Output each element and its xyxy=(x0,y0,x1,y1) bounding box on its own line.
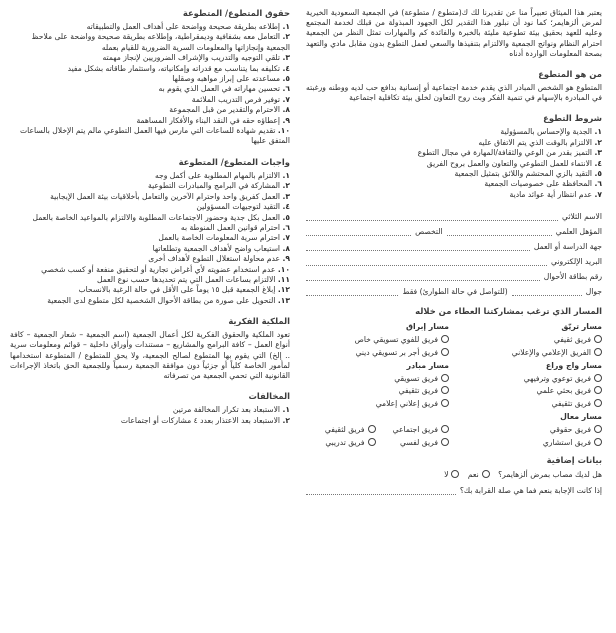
radio-icon[interactable] xyxy=(368,438,376,446)
track-option[interactable]: فريق تدريبي xyxy=(306,437,376,449)
violations-list xyxy=(10,405,290,426)
relation-input-line[interactable] xyxy=(306,485,456,495)
alzheimer-question: هل لديك مصاب بمرض ألزهايمر؟ نعم لا xyxy=(444,470,602,480)
list-item: ٤. التقيد لتوجيهات المسؤولين xyxy=(196,202,290,212)
list-item: ٦. المحافظة على خصوصيات الجمعية xyxy=(484,179,602,189)
list-item: ١. إطلاعه بطريقة صحيحة وواضحة على أهداف العمل والتطبيقاته xyxy=(86,22,290,31)
name-field[interactable] xyxy=(306,206,602,221)
list-item: ١٢. إبلاغ الجمعية قبل ١٥ يوماً على الأقل في حالة الرغبة بالانسحاب xyxy=(78,285,290,295)
track-option[interactable]: فريق للفوي تسويقي خاص xyxy=(306,334,449,346)
list-item: ١. الالتزام بالمهام المطلوبة على أكمل وجه xyxy=(154,170,290,180)
track-title: مسار إبراق xyxy=(406,322,449,332)
duties-list xyxy=(10,171,290,306)
track-group xyxy=(306,320,449,359)
list-item: ٧. توفير فرص التدريب الملائمة xyxy=(191,94,290,104)
radio-icon[interactable] xyxy=(441,399,449,407)
list-item: ١. الاستبعاد بعد تكرار المخالفة مرتين xyxy=(172,405,290,415)
radio-icon[interactable] xyxy=(594,399,602,407)
mobile-input-line[interactable] xyxy=(512,286,582,296)
specialty-input-line[interactable] xyxy=(306,226,411,236)
list-item: ٣. العمل كفريق واحد واحترام الآخرين والتعامل بأخلاقيات بيئة العمل الإيجابية xyxy=(50,191,290,201)
id-field[interactable] xyxy=(306,266,602,281)
no-option[interactable]: لا xyxy=(444,470,459,479)
conditions-title: شروط التطوع xyxy=(543,113,602,124)
tracks-title: المسار الذي ترغب بمشاركتنا العطاء من خلاله xyxy=(415,306,602,317)
mobile-note: (للتواصل في حالة الطوارئ) فقط xyxy=(402,287,508,297)
track-option[interactable]: فريق ثقيفي xyxy=(459,334,602,346)
track-option[interactable]: فريق أجر بر تسويقي ديني xyxy=(306,347,449,359)
radio-icon[interactable] xyxy=(594,348,602,356)
ip-paragraph: تعود الملكية والحقوق الفكرية لكل أعمال الجمعية (اسم الجمعية – شعار الجمعية – كافة أنواع العمل – كافة البرامج والمشاريع – مستندات وأوراق داخلية – قوائم ومعلومات سرية .. إلخ) التي يقوم بها المتطوع لصالح الجمعية، ولا يحق للمتطوع / المتطوعة استخدامها لمأمور الخاصة كلياً أو جزئياً دون موافقة الجمعية رسمياً وللجمعية الحق باتخاذ الإجراءات القانونية التي تحمي الجمعية من تصرفاته xyxy=(10,330,290,380)
name-label: الاسم الثلاثي xyxy=(562,212,602,222)
track-option[interactable]: فريق حقوقي xyxy=(459,424,602,436)
track-title: مسار مبادر xyxy=(406,361,449,371)
radio-icon[interactable] xyxy=(441,386,449,394)
radio-icon[interactable] xyxy=(441,348,449,356)
list-item: ٣. تلقي التوجيه والتدريب والإشراف الضروريين لإنجاز مهمته xyxy=(102,53,290,63)
list-item: ٥. التقيد بالزي المحتشم واللائق بتمثيل الجمعية xyxy=(454,169,602,179)
extra-title: بيانات إضافية xyxy=(546,455,602,466)
list-item: ١٣. التحويل على صورة من بطاقة الأحوال الشخصية لكل متطوع لدى الجمعية xyxy=(47,295,290,305)
radio-icon[interactable] xyxy=(451,470,459,478)
radio-icon[interactable] xyxy=(594,425,602,433)
radio-icon[interactable] xyxy=(594,386,602,394)
id-input-line[interactable] xyxy=(306,271,540,281)
track-title: مسار معال xyxy=(560,412,602,422)
relation-field[interactable] xyxy=(306,480,602,495)
qualification-field[interactable] xyxy=(306,221,602,236)
mobile-label: جوال xyxy=(585,287,602,297)
emergency-input-line[interactable] xyxy=(306,286,398,296)
list-item: ١٠. تقديم شهادة للساعات التي مارس فيها العمل التطوعي مالم يتم الإخلال بالساعات المتفق عليها xyxy=(20,126,290,146)
radio-icon[interactable] xyxy=(594,335,602,343)
radio-icon[interactable] xyxy=(441,374,449,382)
ip-title: الملكية الفكرية xyxy=(228,316,290,327)
radio-icon[interactable] xyxy=(368,425,376,433)
who-title: من هو المتطوع xyxy=(538,69,602,80)
rights-title: حقوق المتطوع/ المتطوعة xyxy=(182,8,290,18)
list-item: ٤. الانتماء للعمل التطوعي والتعاون والعمل بروح الفريق xyxy=(426,158,602,168)
left-column xyxy=(10,8,290,426)
track-title: مسار واج وراع xyxy=(545,361,602,371)
track-option[interactable]: فريق توعوي وترفيهي xyxy=(459,373,602,385)
list-item: ٢. المشاركة في البرامج والمبادرات التطوعية xyxy=(148,181,290,191)
list-item: ٢. التعامل معه بشفافية وديمقراطية، وإطلاعه بطريقة صحيحة وواضحة على ملاحظ الجمعية وإنجازاتها والمعلومات السرية الضرورية للقيام بعمله xyxy=(31,32,290,52)
qualification-label: المؤهل العلمي xyxy=(555,227,602,237)
duties-title: واجبات المتطوع/ المتطوعة xyxy=(178,156,290,167)
list-item: ٨. استيعاب واضح لأهداف الجمعية وتطلعاتها xyxy=(152,243,290,253)
list-item: ٧. احترام سرية المعلومات الخاصة بالعمل xyxy=(158,233,290,243)
email-input-line[interactable] xyxy=(306,256,547,266)
track-option[interactable]: فريق استشاري xyxy=(459,437,602,449)
list-item: ٧. عدم انتظار أية عوائد مادية xyxy=(509,189,602,199)
name-input-line[interactable] xyxy=(306,211,558,221)
list-item: ٢. الاستبعاد بعد الاعتذار بعدد ٤ مشاركات أو اجتماعات xyxy=(120,415,290,425)
list-item: ١١. الالتزام بساعات العمل التي يتم تحديدها حسب نوع العمل xyxy=(96,274,290,284)
track-title: مسار تريّق xyxy=(561,322,602,332)
employer-input-line[interactable] xyxy=(306,241,530,251)
employer-label: جهة الدراسة أو العمل xyxy=(533,242,602,252)
track-option[interactable]: فريق تثقيفي xyxy=(459,398,602,410)
rights-list xyxy=(10,22,290,147)
mobile-field[interactable] xyxy=(306,281,602,296)
list-item: ٤. تكليفه بما يتناسب مع قدراته وإمكانياته، واستثمار طاقاته بشكل مفيد xyxy=(67,63,290,73)
list-item: ٣. التميز بقدر من الوعي والثقافة/المهارة في مجال التطوع xyxy=(417,148,602,158)
radio-icon[interactable] xyxy=(441,335,449,343)
track-group xyxy=(306,359,449,410)
list-item: ٩. عدم محاولة استغلال التطوع لأهداف أخرى xyxy=(148,254,290,264)
relation-label: إذا كانت الإجابة بنعم فما هي صلة القرابة بك؟ xyxy=(459,486,602,496)
radio-icon[interactable] xyxy=(441,425,449,433)
track-option[interactable]: فريق بحثي علمي xyxy=(459,385,602,397)
track-group xyxy=(459,359,602,410)
list-item: ٥. مساعدته على إبراز مواهبه وصقلها xyxy=(172,74,290,84)
track-option[interactable]: الفريق الإعلامي والإعلاني xyxy=(459,347,602,359)
radio-icon[interactable] xyxy=(594,438,602,446)
track-group xyxy=(306,410,449,449)
track-option[interactable]: فريق تثقيفي xyxy=(306,385,449,397)
track-option[interactable]: فريق إعلاني إعلامي xyxy=(306,398,449,410)
violations-title: المخالفات xyxy=(248,391,290,402)
email-field[interactable] xyxy=(306,251,602,266)
email-label: البريد الإلكتروني xyxy=(551,257,602,267)
radio-icon[interactable] xyxy=(482,470,490,478)
personal-info-form xyxy=(306,206,602,296)
intro-paragraph: يعتبر هذا الميثاق تعبيراً منا عن تقديرنا لك ك(متطوع / متطوعة) في الجمعية السعودية الخيرية لمرض ألزهايمر؛ كما نود أن نبلور هذا التقدير لكل الجهود المبذولة من قبلك لخدمة المجتمع وعليه للعهد بحقيق بيئة تطوعية مليئة بالخبرة والفائدة كم والمهارات تمثل النظر من الجمعية احترام النظام ونواتج الجمعية والالتزام بتنفيذها والسعي لعمل التطوع بدون مقابل مادي والتعهد بصحة المعلومات الواردة أدناه xyxy=(306,8,602,58)
yes-option[interactable]: نعم xyxy=(468,470,490,479)
list-item: ٩. إعطاؤه حقه في النقد البناء والأفكار المساهمة xyxy=(136,115,290,125)
track-option[interactable]: فريق تسويقي xyxy=(306,373,449,385)
list-item: ٨. الاحترام والتقدير من قبل المجموعة xyxy=(169,105,290,115)
qualification-input-line[interactable] xyxy=(447,226,552,236)
list-item: ٢. الالتزام بالوقت الذي يتم الاتفاق عليه xyxy=(478,137,602,147)
radio-icon[interactable] xyxy=(594,374,602,382)
track-option[interactable]: فريق لفسي xyxy=(380,437,450,449)
conditions-list xyxy=(306,127,602,200)
specialty-label: التخصص xyxy=(415,227,443,237)
bottom-row-options xyxy=(306,424,449,449)
employer-field[interactable] xyxy=(306,236,602,251)
list-item: ١. الجدية والإحساس بالمسؤولية xyxy=(500,127,602,137)
list-item: ٦. تحسين مهاراته في العمل الذي يقوم به xyxy=(158,84,290,94)
radio-icon[interactable] xyxy=(441,438,449,446)
who-paragraph: المتطوع هو الشخص المبادر الذي يقدم خدمة اجتماعية أو إنسانية بدافع حب لديه ووطنه ورغبته في المبادرة بالإسهام في تنمية الفكر وبث روح التعاون لخلق بيئة تكافلية اجتماعية xyxy=(306,83,602,103)
track-option[interactable]: فريق اجتماعي xyxy=(380,424,450,436)
right-column xyxy=(306,8,602,495)
id-label: رقم بطاقة الأحوال xyxy=(543,272,602,282)
list-item: ١٠. عدم استخدام عضويته لأي أغراض تجارية أو لتحقيق منفعة أو كسب شخصي xyxy=(41,264,290,274)
list-item: ٦. احترام قوانين العمل المنوطة به xyxy=(180,222,290,232)
list-item: ٥. العمل بكل جدية وحضور الاجتماعات المطلوبة والالتزام بالمواعيد الخاصة بالعمل xyxy=(32,212,290,222)
track-option[interactable]: فريق لثقيفي xyxy=(306,424,376,436)
track-group xyxy=(459,410,602,449)
track-group xyxy=(459,320,602,359)
tracks-grid xyxy=(306,320,602,449)
